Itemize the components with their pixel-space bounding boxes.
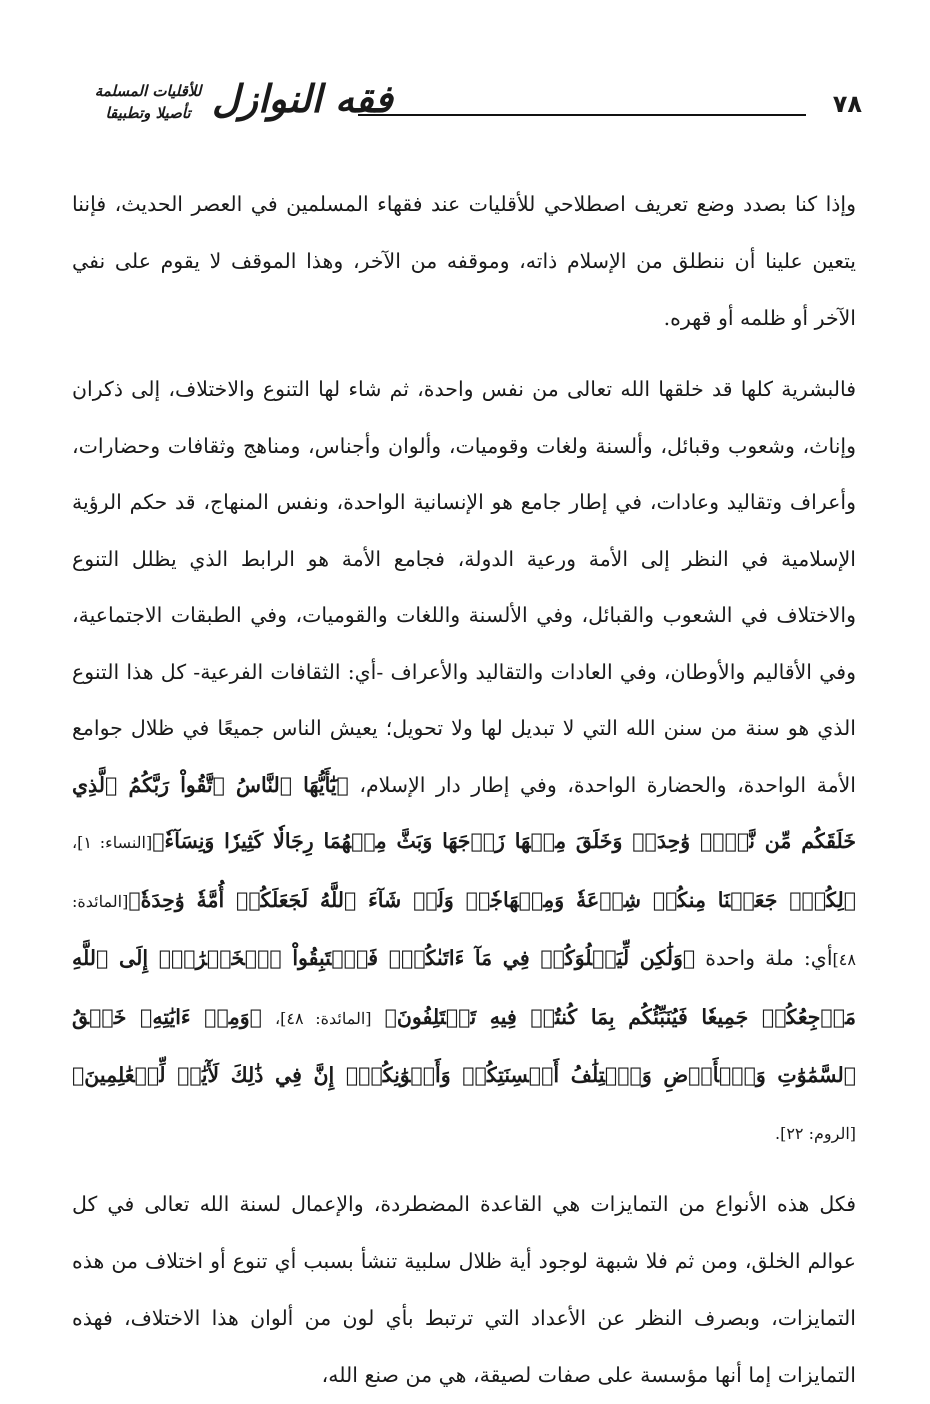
paragraph-1: وإذا كنا بصدد وضع تعريف اصطلاحي للأقليات عند فقهاء المسلمين في العصر الحديث، فإننا يتعين علينا أن ننطلق من الإسلام ذاته، وموقفه من الآخر، وهذا الموقف لا يقوم على نفي الآخر أو ظلمه أو قهره.	[72, 192, 856, 330]
book-subtitle	[82, 80, 214, 124]
book-title: فقه النوازل	[212, 76, 393, 121]
page-number: ٧٨	[832, 90, 862, 118]
header-rule	[358, 114, 806, 116]
quran-verse-maidah-a: ﴿لِكُلّٖ جَعَلۡنَا مِنكُمۡ شِرۡعَةٗ وَمِنۡهَاجٗاۚ وَلَوۡ شَآءَ ٱللَّهُ لَجَعَلَكُمۡ أُمَّةٗ وَٰحِدَةٗ﴾	[128, 887, 856, 912]
citation-maidah-a: [المائدة: ٤٨]	[72, 891, 856, 969]
citation-nisa: [النساء: ١]،	[72, 833, 153, 852]
quran-verse-rum: ﴿وَمِنۡ ءَايَٰتِهِۦ خَلۡقُ ٱلسَّمَٰوَٰتِ وَٱلۡأَرۡضِ وَٱخۡتِلَٰفُ أَلۡسِنَتِكُمۡ وَأَلۡوَٰنِكُمۡۚ إِنَّ فِي ذَٰلِكَ لَأٓيَٰتٖ لِّلۡعَٰلِمِينَ﴾	[72, 1004, 856, 1087]
subtitle-line-2: تأصيلا وتطبيقا	[105, 104, 191, 122]
subtitle-line-1: للأقليات المسلمة	[94, 82, 202, 100]
paragraph-3: فكل هذه الأنواع من التمايزات هي القاعدة المضطردة، والإعمال لسنة الله تعالى في كل عوالم الخلق، ومن ثم فلا شبهة لوجود أية ظلال سلبية تنشأ بسبب أي تنوع أو اختلاف من هذه التمايزات، وبصرف النظر عن الأعداد التي ترتبط بأي لون من ألوان هذا الاختلاف، فهذه التمايزات إما أنها مؤسسة على صفات لصيقة، هي من صنع الله،	[72, 1192, 856, 1387]
paragraph-2	[72, 361, 856, 1162]
body-text	[72, 176, 856, 1404]
verse-gloss: أي: ملة واحدة	[705, 946, 833, 970]
citation-rum: [الروم: ٢٢].	[774, 1123, 856, 1143]
quran-verse-maidah-b: ﴿وَلَٰكِن لِّيَبۡلُوَكُمۡ فِي مَآ ءَاتَىٰكُمۡۖ فَٱسۡتَبِقُواْ ٱلۡخَيۡرَٰتِۚ إِلَى ٱللَّهِ مَرۡجِعُكُمۡ جَمِيعٗا فَيُنَبِّئُكُم بِمَا كُنتُمۡ فِيهِ تَخۡتَلِفُونَ﴾	[72, 946, 856, 1029]
quran-verse-nisa: ﴿يَٰٓأَيُّهَا ٱلنَّاسُ ٱتَّقُواْ رَبَّكُمُ ٱلَّذِي خَلَقَكُم مِّن نَّفۡسٖ وَٰحِدَةٖ وَخَلَقَ مِنۡهَا زَوۡجَهَا وَبَثَّ مِنۡهُمَا رِجَالٗا كَثِيرٗا وَنِسَآءٗ﴾	[72, 772, 856, 853]
paragraph-2-text: فالبشرية كلها قد خلقها الله تعالى من نفس واحدة، ثم شاء لها التنوع والاختلاف، إلى ذكران وإناث، وشعوب وقبائل، وألسنة ولغات وقوميات، وألوان وأجناس، ومناهج وثقافات وحضارات، وأعراف وتقاليد وعادات، في إطار جامع هو الإنسانية الواحدة، ونفس المنهاج، قد حكم الرؤية الإسلامية في النظر إلى الأمة ورعية الدولة، فجامع الأمة هو الرابط الذي يظلل التنوع والاختلاف في الشعوب والقبائل، وفي الألسنة واللغات والقوميات، وفي الطبقات الاجتماعية، وفي الأقاليم والأوطان، وفي العادات والتقاليد والأعراف -أي: الثقافات الفرعية- كل هذا التنوع الذي هو سنة من سنن الله التي لا تبديل لها ولا تحويل؛ يعيش الناس جميعًا في ظلال جوامع الأمة الواحدة، والحضارة الواحدة، وفي إطار دار الإسلام،	[72, 377, 857, 797]
page-header	[72, 70, 862, 148]
citation-maidah-b: [المائدة: ٤٨]،	[275, 1008, 372, 1028]
